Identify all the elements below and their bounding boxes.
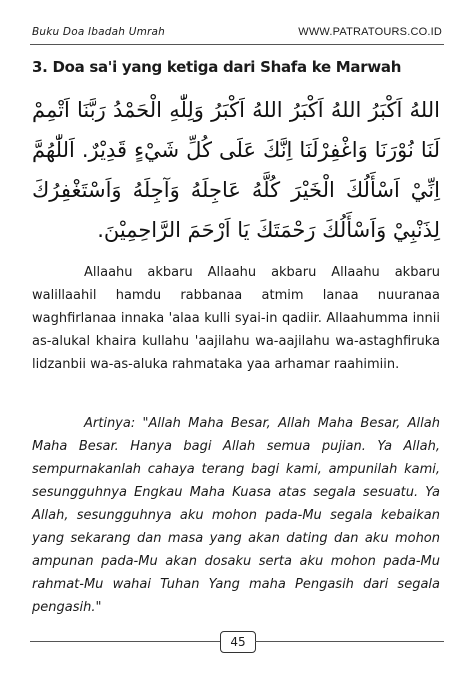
footer-divider-right bbox=[255, 641, 444, 642]
page-header bbox=[32, 26, 442, 44]
section-title: 3. Doa sa'i yang ketiga dari Shafa ke Marwah bbox=[32, 58, 402, 76]
page-number: 45 bbox=[220, 631, 256, 653]
footer-divider-left bbox=[30, 641, 220, 642]
header-divider bbox=[30, 44, 444, 45]
arabic-prayer-text: اللهُ اَكْبَرُ اللهُ اَكْبَرُ اللهُ اَكْبَرُ وَلِلّٰهِ الْحَمْدُ رَبَّنَا اَتْمِمْ لَنَا نُوْرَنَا وَاغْفِرْلَنَا اِنَّكَ عَلَى كُلِّ شَيْءٍ قَدِيْرٌ. اَللّٰهُمَّ اِنِّيْ اَسْأَلُكَ الْخَيْرَ كُلَّهُ عَاجِلَهُ وَآجِلَهُ وَاَسْتَغْفِرُكَ لِذَنْبِيْ وَاَسْأَلُكَ رَحْمَتَكَ يَا اَرْحَمَ الرَّاحِمِيْنَ. bbox=[32, 98, 440, 242]
website-url: WWW.PATRATOURS.CO.ID bbox=[298, 26, 442, 38]
transliteration-paragraph: Allaahu akbaru Allaahu akbaru Allaahu akbaru walillaahil hamdu rabbanaa atmim lanaa nuuranaa waghfirlanaa innaka 'alaa kulli syai-in qadiir. Allaahumma innii as-alukal khaira kullahu 'aajilahu wa-aajilahu wa-astaghfiruka lidzanbii wa-as-aluka rahmataka yaa arhamar raahimiin. bbox=[32, 265, 440, 372]
meaning-paragraph: Artinya: "Allah Maha Besar, Allah Maha Besar, Allah Maha Besar. Hanya bagi Allah semua pujian. Ya Allah, sempurnakanlah cahaya terang bagi kami, ampunilah kami, sesungguhnya Engkau Maha Kuasa atas segala sesuatu. Ya Allah, sesungguhnya aku mohon pada-Mu segala kebaikan yang sekarang dan masa yang akan dating dan aku mohon ampunan pada-Mu akan dosaku serta aku mohon pada-Mu rahmat-Mu wahai Tuhan Yang maha Pengasih dari segala pengasih." bbox=[32, 416, 440, 615]
book-title: Buku Doa Ibadah Umrah bbox=[32, 26, 166, 38]
